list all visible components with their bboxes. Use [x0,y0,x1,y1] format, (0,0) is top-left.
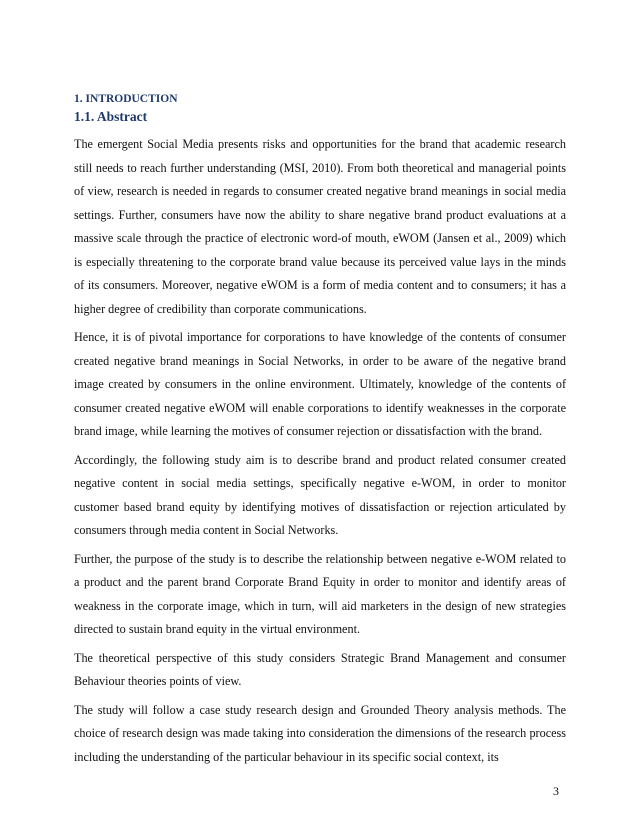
paragraph: The emergent Social Media presents risks and opportunities for the brand that academic research still needs to reach further understanding (MSI, 2010). From both theoretical and managerial points of view, research is needed in regards to consumer created negative brand meanings in social media settings. Further, consumers have now the ability to share negative brand product evaluations at a massive scale through the practice of electronic word-of mouth, eWOM (Jansen et al., 2009) which is especially threatening to the corporate brand value because its perceived value lays in the minds of its consumers. Moreover, negative eWOM is a form of media content and to consumers; it has a higher degree of credibility than corporate communications. [74,137,566,316]
abstract-body [74,133,566,774]
page-number: 3 [553,784,559,798]
paragraph: The theoretical perspective of this study considers Strategic Brand Management and consumer Behaviour theories points of view. [74,650,566,688]
paragraph: Hence, it is of pivotal importance for corporations to have knowledge of the contents of consumer created negative brand meanings in Social Networks, in order to be aware of the negative brand image created by consumers in the online environment. Ultimately, knowledge of the contents of consumer created negative eWOM will enable corporations to identify weaknesses in the corporate brand image, while learning the motives of consumer rejection or dissatisfaction with the brand. [74,330,566,438]
paragraph: Further, the purpose of the study is to describe the relationship between negative e-WOM related to a product and the parent brand Corporate Brand Equity in order to monitor and identify areas of weakness in the corporate image, which in turn, will aid marketers in the design of new strategies directed to sustain brand equity in the virtual environment. [74,551,566,636]
subsection-heading: 1.1. Abstract [74,109,148,124]
section-heading: 1. INTRODUCTION [74,93,178,105]
paragraph: Accordingly, the following study aim is to describe brand and product related consumer created negative content in social media settings, specifically negative e-WOM, in order to monitor customer based brand equity by identifying motives of dissatisfaction or rejection articulated by consumers through media content in Social Networks. [74,452,566,537]
paragraph: The study will follow a case study research design and Grounded Theory analysis methods. The choice of research design was made taking into consideration the dimensions of the research process including the understanding of the particular behaviour in its specific social context, its [74,702,566,764]
